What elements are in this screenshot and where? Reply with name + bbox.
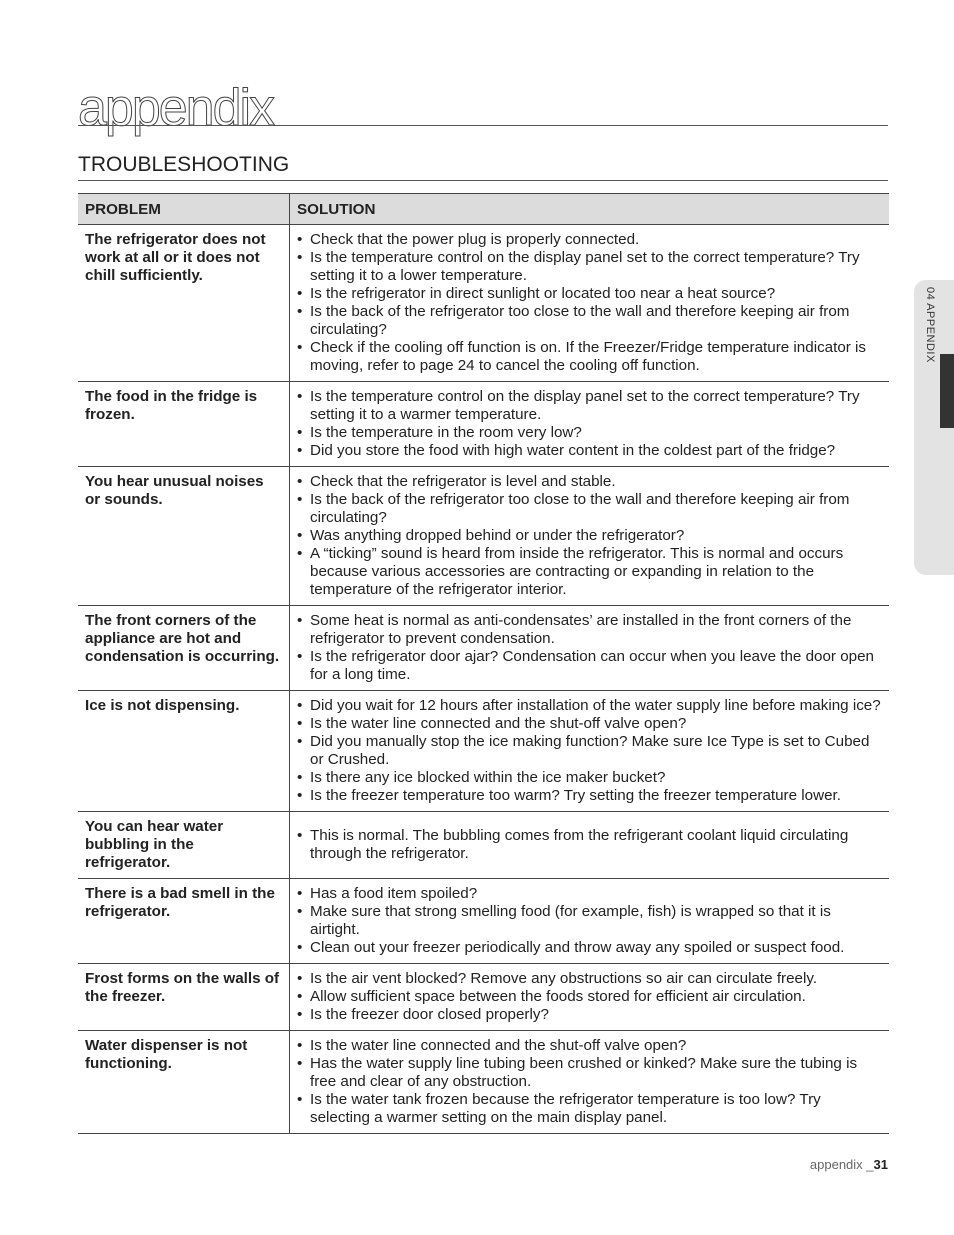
solution-item: • Has a food item spoiled?: [297, 885, 882, 903]
table-row: [78, 225, 889, 382]
solution-item: • Did you wait for 12 hours after installation of the water supply line before making ice?: [297, 697, 882, 715]
solution-item: • This is normal. The bubbling comes from the refrigerant coolant liquid circulating through the refrigerator.: [297, 827, 882, 863]
table-row: [78, 879, 889, 964]
table-row: [78, 1031, 889, 1134]
solution-cell: [290, 225, 890, 382]
solution-item: • Is the temperature control on the display panel set to the correct temperature? Try setting it to a lower temperature.: [297, 249, 882, 285]
table-header-row: [78, 194, 889, 225]
problem-cell: The front corners of the appliance are hot and condensation is occurring.: [78, 606, 290, 691]
solution-item: • Check that the power plug is properly connected.: [297, 231, 882, 249]
solution-item: • Clean out your freezer periodically and throw away any spoiled or suspect food.: [297, 939, 882, 957]
table-row: [78, 691, 889, 812]
solution-cell: [290, 1031, 890, 1134]
table-row: [78, 606, 889, 691]
problem-cell: Ice is not dispensing.: [78, 691, 290, 812]
solution-item: • Is the back of the refrigerator too close to the wall and therefore keeping air from circulating?: [297, 491, 882, 527]
solution-item: • Has the water supply line tubing been crushed or kinked? Make sure the tubing is free and clear of any obstruction.: [297, 1055, 882, 1091]
page-number: 31: [873, 1157, 888, 1172]
solution-list: [297, 970, 882, 1024]
problem-cell: There is a bad smell in the refrigerator.: [78, 879, 290, 964]
solution-cell: [290, 606, 890, 691]
solution-item: • Is the temperature control on the display panel set to the correct temperature? Try setting it to a warmer temperature.: [297, 388, 882, 424]
solution-item: • Is the freezer door closed properly?: [297, 1006, 882, 1024]
solution-cell: [290, 691, 890, 812]
solution-item: • A “ticking” sound is heard from inside the refrigerator. This is normal and occurs because various accessories are contracting or expanding in relation to the temperature of the refrigerator interior.: [297, 545, 882, 599]
page-footer: [810, 1157, 888, 1172]
problem-cell: The refrigerator does not work at all or it does not chill sufficiently.: [78, 225, 290, 382]
solution-item: • Is the water line connected and the shut-off valve open?: [297, 715, 882, 733]
table-row: [78, 467, 889, 606]
solution-list: [297, 388, 882, 460]
solution-list: [297, 473, 882, 599]
problem-cell: You can hear water bubbling in the refrigerator.: [78, 812, 290, 879]
section-title: TROUBLESHOOTING: [78, 153, 290, 176]
table-row: [78, 812, 889, 879]
title-divider: [78, 125, 888, 126]
solution-cell: [290, 467, 890, 606]
problem-cell: The food in the fridge is frozen.: [78, 382, 290, 467]
solution-item: • Is there any ice blocked within the ice maker bucket?: [297, 769, 882, 787]
solution-cell: [290, 879, 890, 964]
solution-item: • Is the water tank frozen because the refrigerator temperature is too low? Try selecting a warmer setting on the main display panel.: [297, 1091, 882, 1127]
page-title: appendix: [78, 79, 274, 137]
solution-list: [297, 1037, 882, 1127]
solution-list: [297, 885, 882, 957]
solution-item: • Some heat is normal as anti-condensates’ are installed in the front corners of the refrigerator to prevent condensation.: [297, 612, 882, 648]
solution-list: [297, 697, 882, 805]
problem-cell: Frost forms on the walls of the freezer.: [78, 964, 290, 1031]
header-solution: SOLUTION: [290, 194, 890, 225]
solution-cell: [290, 964, 890, 1031]
troubleshooting-table: [78, 193, 889, 1134]
solution-item: • Check that the refrigerator is level and stable.: [297, 473, 882, 491]
table-body: [78, 225, 889, 1134]
chapter-side-tab-marker: [940, 354, 954, 428]
solution-item: • Was anything dropped behind or under the refrigerator?: [297, 527, 882, 545]
solution-item: • Is the refrigerator door ajar? Condensation can occur when you leave the door open for a long time.: [297, 648, 882, 684]
solution-item: • Is the back of the refrigerator too close to the wall and therefore keeping air from circulating?: [297, 303, 882, 339]
solution-item: • Is the refrigerator in direct sunlight or located too near a heat source?: [297, 285, 882, 303]
footer-label: appendix _: [809, 1157, 874, 1172]
table-row: [78, 382, 889, 467]
problem-cell: You hear unusual noises or sounds.: [78, 467, 290, 606]
solution-item: • Did you manually stop the ice making function? Make sure Ice Type is set to Cubed or Crushed.: [297, 733, 882, 769]
section-divider: [78, 180, 888, 181]
solution-item: • Is the air vent blocked? Remove any obstructions so air can circulate freely.: [297, 970, 882, 988]
solution-item: • Did you store the food with high water content in the coldest part of the fridge?: [297, 442, 882, 460]
solution-item: • Allow sufficient space between the foods stored for efficient air circulation.: [297, 988, 882, 1006]
problem-cell: Water dispenser is not functioning.: [78, 1031, 290, 1134]
solution-cell: [290, 382, 890, 467]
solution-item: • Make sure that strong smelling food (for example, fish) is wrapped so that it is airtight.: [297, 903, 882, 939]
solution-item: • Is the temperature in the room very low?: [297, 424, 882, 442]
header-problem: PROBLEM: [78, 194, 290, 225]
solution-item: • Is the freezer temperature too warm? Try setting the freezer temperature lower.: [297, 787, 882, 805]
solution-cell: [290, 812, 890, 879]
solution-list: [297, 612, 882, 684]
solution-list: [297, 827, 882, 863]
solution-list: [297, 231, 882, 375]
table-row: [78, 964, 889, 1031]
solution-item: • Check if the cooling off function is on. If the Freezer/Fridge temperature indicator is moving, refer to page 24 to cancel the cooling off function.: [297, 339, 882, 375]
chapter-side-tab-label: 04 APPENDIX: [924, 287, 936, 363]
solution-item: • Is the water line connected and the shut-off valve open?: [297, 1037, 882, 1055]
